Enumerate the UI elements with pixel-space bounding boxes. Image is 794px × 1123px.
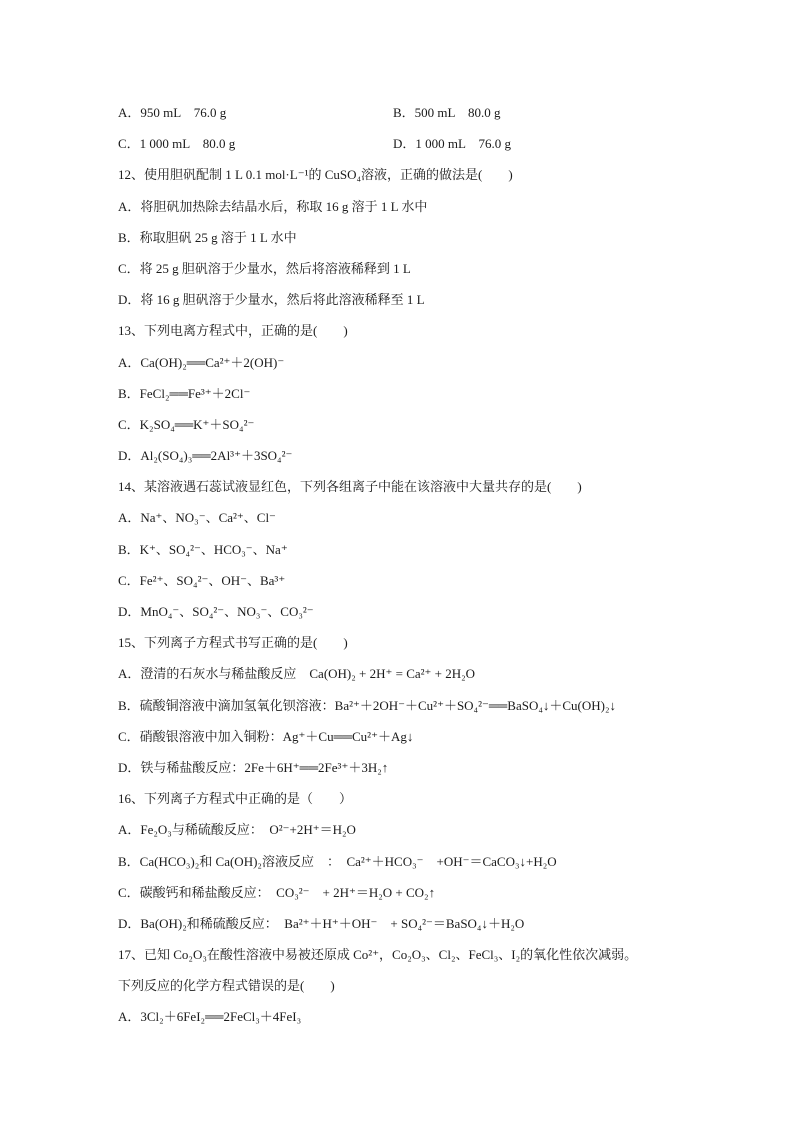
q12-option-a: A．将胆矾加热除去结晶水后，称取 16 g 溶于 1 L 水中 [118, 198, 428, 214]
q15-option-b: B．硫酸铜溶液中滴加氢氧化钡溶液：Ba²⁺＋2OH⁻＋Cu²⁺＋SO₄²⁻══BaSO₄↓＋Cu(OH)₂↓ [118, 697, 616, 713]
exam-page [118, 97, 738, 1033]
q11-options-row-2 [118, 128, 738, 159]
q12-option-c: C．将 25 g 胆矾溶于少量水，然后将溶液稀释到 1 L [118, 260, 411, 276]
q12-option-b: B．称取胆矾 25 g 溶于 1 L 水中 [118, 229, 297, 245]
q14-option-a: A．Na⁺、NO₃⁻、Ca²⁺、Cl⁻ [118, 510, 276, 526]
q13-option-c: C．K₂SO₄══K⁺＋SO₄²⁻ [118, 416, 255, 432]
q13-option-b: B．FeCl₂══Fe³⁺＋2Cl⁻ [118, 385, 251, 401]
q14-option-c: C．Fe²⁺、SO₄²⁻、OH⁻、Ba³⁺ [118, 572, 286, 588]
q16-stem: 16、下列离子方程式中正确的是（ ） [118, 791, 353, 807]
q13-stem: 13、下列电离方程式中，正确的是( ) [118, 323, 348, 339]
q15-option-c: C．硝酸银溶液中加入铜粉：Ag⁺＋Cu══Cu²⁺＋Ag↓ [118, 728, 414, 744]
q12-stem: 12、使用胆矾配制 1 L 0.1 mol·L⁻¹的 CuSO₄溶液，正确的做法是( ) [118, 167, 513, 183]
q13-option-a: A．Ca(OH)₂══Ca²⁺＋2(OH)⁻ [118, 354, 285, 370]
q11-option-c: C．1 000 mL 80.0 g [118, 136, 236, 152]
q12-option-d: D．将 16 g 胆矾溶于少量水，然后将此溶液稀释至 1 L [118, 292, 425, 308]
q11-options-row-1 [118, 97, 738, 128]
q14-stem: 14、某溶液遇石蕊试液显红色，下列各组离子中能在该溶液中大量共存的是( ) [118, 479, 582, 495]
q14-option-d: D．MnO₄⁻、SO₄²⁻、NO₃⁻、CO₃²⁻ [118, 604, 314, 619]
q11-option-d: D．1 000 mL 76.0 g [393, 136, 511, 152]
q16-option-d: D．Ba(OH)₂和稀硫酸反应： Ba²⁺＋H⁺＋OH⁻ + SO₄²⁻＝BaSO₄↓＋H₂O [118, 915, 525, 931]
q11-option-b: B．500 mL 80.0 g [393, 105, 501, 120]
q17-stem-line-1: 17、已知 Co₂O₃在酸性溶液中易被还原成 Co²⁺，Co₂O₃、Cl₂、FeCl₃、I₂的氧化性依次减弱。 [118, 947, 638, 963]
q15-option-a: A．澄清的石灰水与稀盐酸反应 Ca(OH)₂ + 2H⁺ = Ca²⁺ + 2H₂O [118, 666, 476, 682]
q15-stem: 15、下列离子方程式书写正确的是( ) [118, 635, 348, 651]
q17-option-a: A．3Cl₂＋6FeI₂══2FeCl₃＋4FeI₃ [118, 1009, 302, 1025]
q15-option-d: D．铁与稀盐酸反应：2Fe＋6H⁺══2Fe³⁺＋3H₂↑ [118, 759, 389, 775]
q16-option-a: A．Fe₂O₃与稀硫酸反应： O²⁻+2H⁺＝H₂O [118, 822, 356, 838]
q17-stem-line-2: 下列反应的化学方程式错误的是( ) [118, 978, 335, 994]
q13-option-d: D．Al₂(SO₄)₃══2Al³⁺＋3SO₄²⁻ [118, 448, 293, 464]
q11-option-a: A．950 mL 76.0 g [118, 105, 227, 120]
q16-option-c: C．碳酸钙和稀盐酸反应： CO₃²⁻ + 2H⁺＝H₂O + CO₂↑ [118, 884, 436, 900]
q14-option-b: B．K⁺、SO₄²⁻、HCO₃⁻、Na⁺ [118, 541, 288, 557]
q16-option-b: B．Ca(HCO₃)₂和 Ca(OH)₂溶液反应 ： Ca²⁺＋HCO₃⁻ +OH⁻＝CaCO₃↓+H₂O [118, 853, 557, 869]
